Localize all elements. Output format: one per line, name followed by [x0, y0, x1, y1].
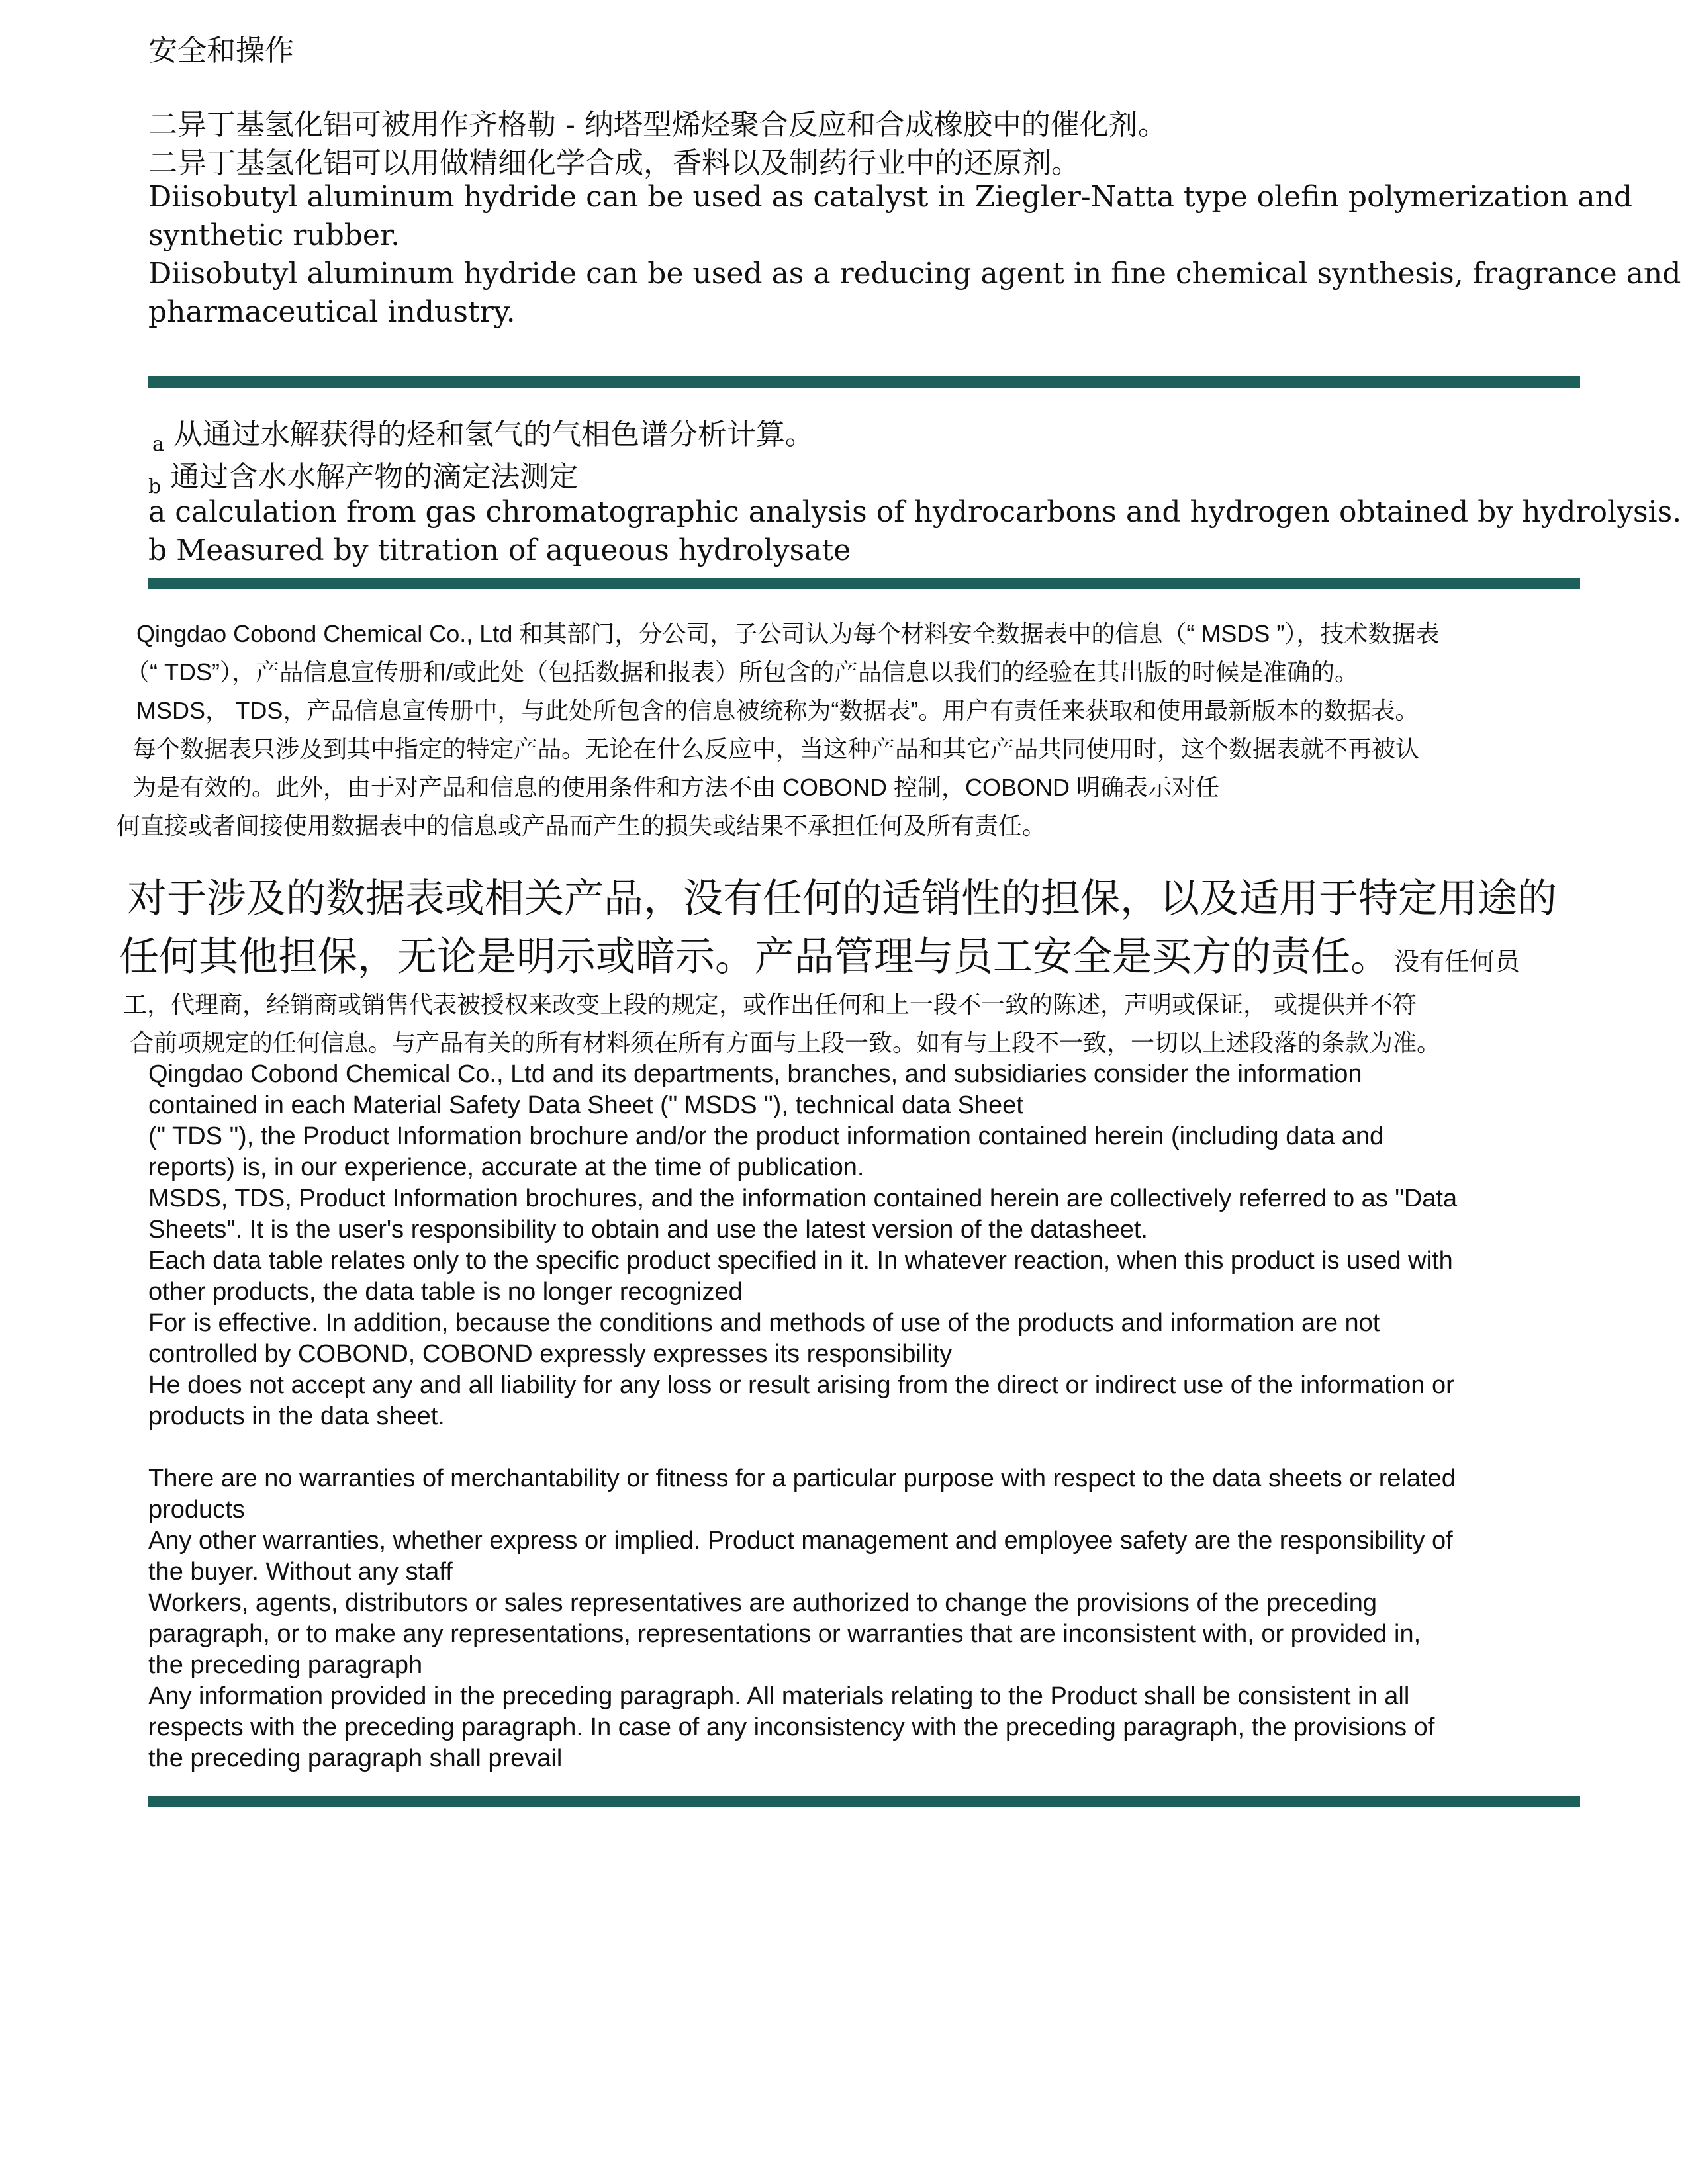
footnote-b-zh — [148, 453, 579, 498]
warranty-zh-large: 对于涉及的数据表或相关产品，没有任何的适销性的担保，以及适用于特定用途的 — [127, 876, 1557, 921]
disclaimer-zh-line: 为是有效的。此外，由于对产品和信息的使用条件和方法不由 COBOND 控制，COBOND 明确表示对任 — [132, 774, 1220, 801]
disclaimer-en-line: controlled by COBOND, COBOND expressly expresses its responsibility — [148, 1340, 953, 1368]
disclaimer-zh-line: 何直接或者间接使用数据表中的信息或产品而产生的损失或结果不承担任何及所有责任。 — [117, 812, 1047, 839]
disclaimer-en-line: other products, the data table is no longer recognized — [148, 1278, 743, 1306]
footnote-a-zh — [152, 410, 814, 456]
usage-zh-line: 二异丁基氢化铝可以用做精细化学合成，香料以及制药行业中的还原剂。 — [148, 146, 1080, 180]
disclaimer-en-line: He does not accept any and all liability for any loss or result arising from the direct or indirect use of the information or — [148, 1371, 1454, 1399]
section-divider — [148, 578, 1580, 589]
disclaimer-en — [148, 1059, 1457, 1774]
disclaimer-en-line: reports) is, in our experience, accurate at the time of publication. — [148, 1154, 865, 1181]
disclaimer-zh-line: Qingdao Cobond Chemical Co., Ltd 和其部门，分公司，子公司认为每个材料安全数据表中的信息（“ MSDS ”），技术数据表 — [136, 620, 1440, 647]
disclaimer-en-line: the preceding paragraph shall prevail — [148, 1745, 563, 1772]
disclaimer-en-line: (" TDS "), the Product Information brochure and/or the product information contained herein (including data and — [148, 1122, 1384, 1150]
warranty-zh-line: 工，代理商，经销商或销售代表被授权来改变上段的规定，或作出任何和上一段不一致的陈述，声明或保证， 或提供并不符 — [123, 991, 1417, 1018]
footnote-text: 通过含水水解产物的滴定法测定 — [170, 460, 579, 494]
usage-en-line: synthetic rubber. — [148, 218, 400, 252]
footnote-b-en: b Measured by titration of aqueous hydrolysate — [148, 533, 851, 567]
disclaimer-en-line: paragraph, or to make any representations, representations or warranties that are inconsistent with, or provided in, — [148, 1620, 1421, 1648]
disclaimer-en-line: products in the data sheet. — [148, 1402, 445, 1430]
usage-en-line: Diisobutyl aluminum hydride can be used as catalyst in Ziegler-Natta type olefin polymerization and — [148, 180, 1633, 214]
disclaimer-en-line: products — [148, 1496, 245, 1524]
disclaimer-en-line: contained in each Material Safety Data Sheet (" MSDS "), technical data Sheet — [148, 1091, 1023, 1119]
disclaimer-en-line: Each data table relates only to the specific product specified in it. In whatever reaction, when this product is used with — [148, 1247, 1453, 1275]
usage-zh-line: 二异丁基氢化铝可被用作齐格勒 - 纳塔型烯烃聚合反应和合成橡胶中的催化剂。 — [148, 108, 1167, 142]
section-heading: 安全和操作 — [148, 34, 294, 68]
usage-en-line: Diisobutyl aluminum hydride can be used as a reducing agent in fine chemical synthesis, fragrance and — [148, 257, 1681, 291]
warranty-zh-line: 合前项规定的任何信息。与产品有关的所有材料须在所有方面与上段一致。如有与上段不一致，一切以上述段落的条款为准。 — [130, 1029, 1441, 1056]
disclaimer-en-line: the preceding paragraph — [148, 1651, 423, 1679]
disclaimer-zh-line: （“ TDS”），产品信息宣传册和/或此处（包括数据和报表）所包含的产品信息以我们的经验在其出版的时候是准确的。 — [126, 659, 1358, 686]
warranty-zh-tail: 没有任何员 — [1394, 948, 1521, 976]
disclaimer-en-line: Sheets". It is the user's responsibility to obtain and use the latest version of the datasheet. — [148, 1216, 1148, 1244]
disclaimer-en-line: Workers, agents, distributors or sales representatives are authorized to change the provisions of the preceding — [148, 1589, 1377, 1617]
section-divider — [148, 376, 1580, 388]
disclaimer-en-line: Any other warranties, whether express or implied. Product management and employee safety are the responsibility of — [148, 1527, 1453, 1555]
disclaimer-zh-line: MSDS， TDS，产品信息宣传册中，与此处所包含的信息被统称为“数据表”。用户有责任来获取和使用最新版本的数据表。 — [136, 697, 1419, 724]
disclaimer-en-line: MSDS, TDS, Product Information brochures, and the information contained herein are collectively referred to as "Data — [148, 1185, 1458, 1212]
disclaimer-zh-line: 每个数据表只涉及到其中指定的特定产品。无论在什么反应中，当这种产品和其它产品共同使用时，这个数据表就不再被认 — [132, 735, 1420, 762]
disclaimer-en-line: the buyer. Without any staff — [148, 1558, 453, 1586]
disclaimer-en-line: Qingdao Cobond Chemical Co., Ltd and its departments, branches, and subsidiaries consider the information — [148, 1060, 1362, 1088]
disclaimer-en-line: There are no warranties of merchantability or fitness for a particular purpose with respect to the data sheets or related — [148, 1465, 1456, 1492]
section-divider — [148, 1796, 1580, 1807]
disclaimer-en-line: For is effective. In addition, because the conditions and methods of use of the products and information are not — [148, 1309, 1380, 1337]
warranty-zh-large-text: 任何其他担保，无论是明示或暗示。产品管理与员工安全是买方的责任。 — [119, 934, 1390, 979]
disclaimer-en-line: respects with the preceding paragraph. In case of any inconsistency with the preceding paragraph, the provisions of — [148, 1713, 1435, 1741]
footnote-a-en: a calculation from gas chromatographic analysis of hydrocarbons and hydrogen obtained by hydrolysis. — [148, 495, 1682, 529]
footnote-marker-b: b — [148, 475, 162, 498]
footnote-marker-a: a — [152, 433, 164, 456]
warranty-zh-large — [119, 925, 1520, 982]
footnote-text: 从通过水解获得的烃和氢气的气相色谱分析计算。 — [173, 418, 814, 451]
disclaimer-en-line: Any information provided in the preceding paragraph. All materials relating to the Product shall be consistent in all — [148, 1682, 1410, 1710]
paragraph-gap — [148, 1432, 1457, 1463]
usage-en-line: pharmaceutical industry. — [148, 295, 516, 329]
